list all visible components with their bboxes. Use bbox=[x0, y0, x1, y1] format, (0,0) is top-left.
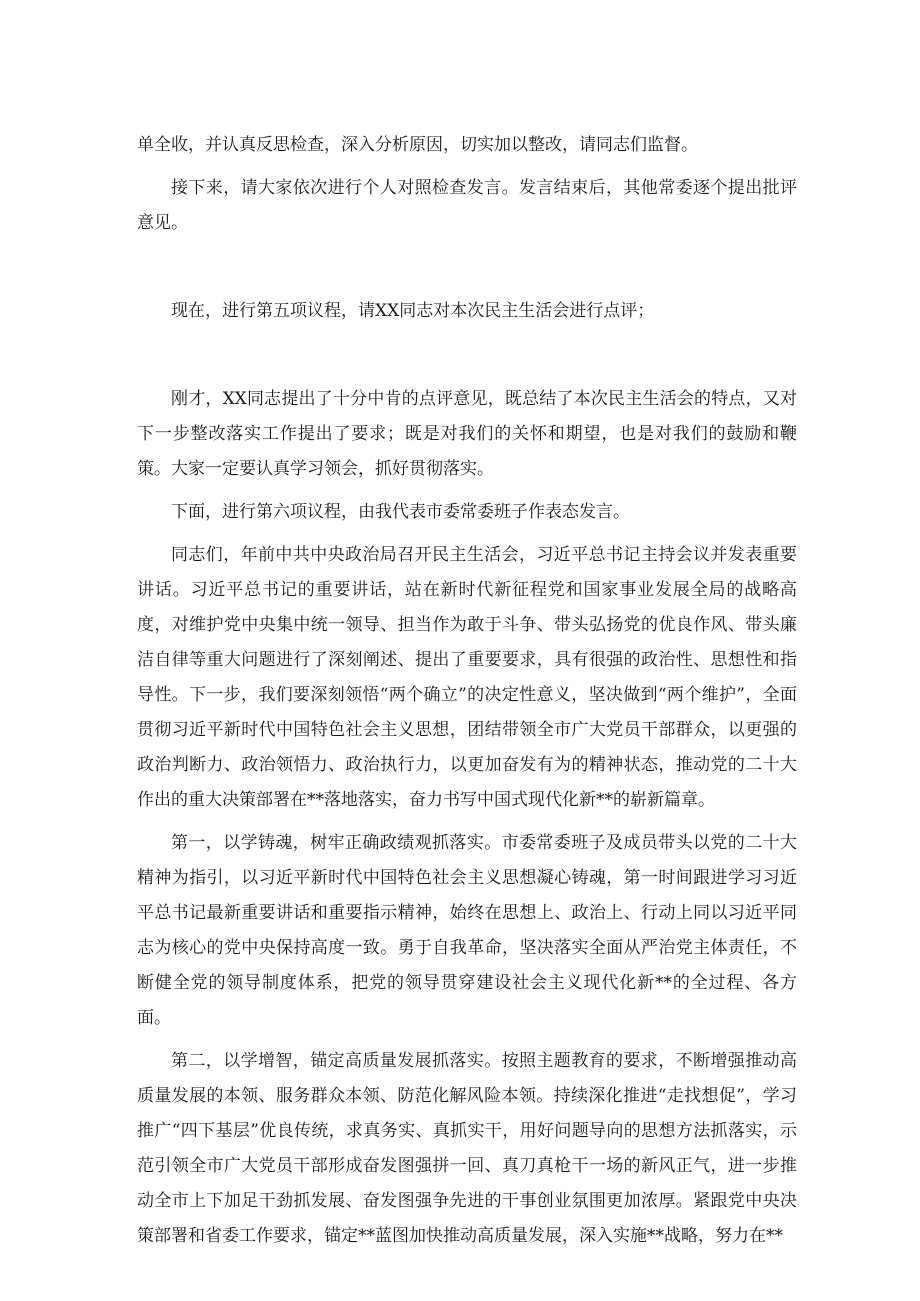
paragraph-point-one: 第一，以学铸魂，树牢正确政绩观抓落实。市委常委班子及成员带头以党的二十大精神为指引，以习近平新时代中国特色社会主义思想凝心铸魂，第一时间跟进学习习近平总书记最新重要讲话和重要指示精神，始终在思想上、政治上、行动上同以习近平同志为核心的党中央保持高度一致。勇于自我革命，坚决落实全面从严治党主体责任，不断健全党的领导制度体系，把党的领导贯穿建设社会主义现代化新**的全过程、各方面。 bbox=[137, 833, 797, 1028]
paragraph-continuation: 单全收，并认真反思检查，深入分析原因，切实加以整改，请同志们监督。 bbox=[137, 135, 698, 155]
paragraph-agenda-six: 下面，进行第六项议程，由我代表市委常委班子作表态发言。 bbox=[171, 502, 630, 522]
paragraph-point-two: 第二，以学增智，锚定高质量发展抓落实。按照主题教育的要求，不断增强推动高质量发展的本领、服务群众本领、防范化解风险本领。持续深化推进“走找想促”，学习推广“四下基层”优良传统，求真务实、真抓实干，用好问题导向的思想方法抓落实，示范引领全市广大党员干部形成奋发图强拼一回、真刀真枪干一场的新风正气，进一步推动全市上下加足干劲抓发展、奋发图强争先进的干事创业氛围更加浓厚。紧跟党中央决策部署和省委工作要求，锚定**蓝图加快推动高质量发展，深入实施**战略，努力在** bbox=[137, 1051, 797, 1246]
paragraph-comment-summary: 刚才，XX同志提出了十分中肯的点评意见，既总结了本次民主生活会的特点，又对下一步整改落实工作提出了要求；既是对我们的关怀和期望，也是对我们的鼓励和鞭策。大家一定要认真学习领会，抓好贯彻落实。 bbox=[137, 389, 797, 479]
paragraph-comrades: 同志们，年前中共中央政治局召开民主生活会，习近平总书记主持会议并发表重要讲话。习近平总书记的重要讲话，站在新时代新征程党和国家事业发展全局的战略高度，对维护党中央集中统一领导、担当作为敢于斗争、带头弘扬党的优良作风、带头廉洁自律等重大问题进行了深刻阐述、提出了重要要求，具有很强的政治性、思想性和指导性。下一步，我们要深刻领悟“两个确立”的决定性意义，坚决做到“两个维护”，全面贯彻习近平新时代中国特色社会主义思想，团结带领全市广大党员干部群众，以更强的政治判断力、政治领悟力、政治执行力，以更加奋发有为的精神状态，推动党的二十大作出的重大决策部署在**落地落实，奋力书写中国式现代化新**的崭新篇章。 bbox=[137, 545, 797, 810]
document-body bbox=[137, 128, 797, 1262]
paragraph-speech-instruction: 接下来，请大家依次进行个人对照检查发言。发言结束后，其他常委逐个提出批评意见。 bbox=[137, 178, 797, 233]
paragraph-agenda-five: 现在，进行第五项议程，请XX同志对本次民主生活会进行点评； bbox=[171, 301, 655, 321]
